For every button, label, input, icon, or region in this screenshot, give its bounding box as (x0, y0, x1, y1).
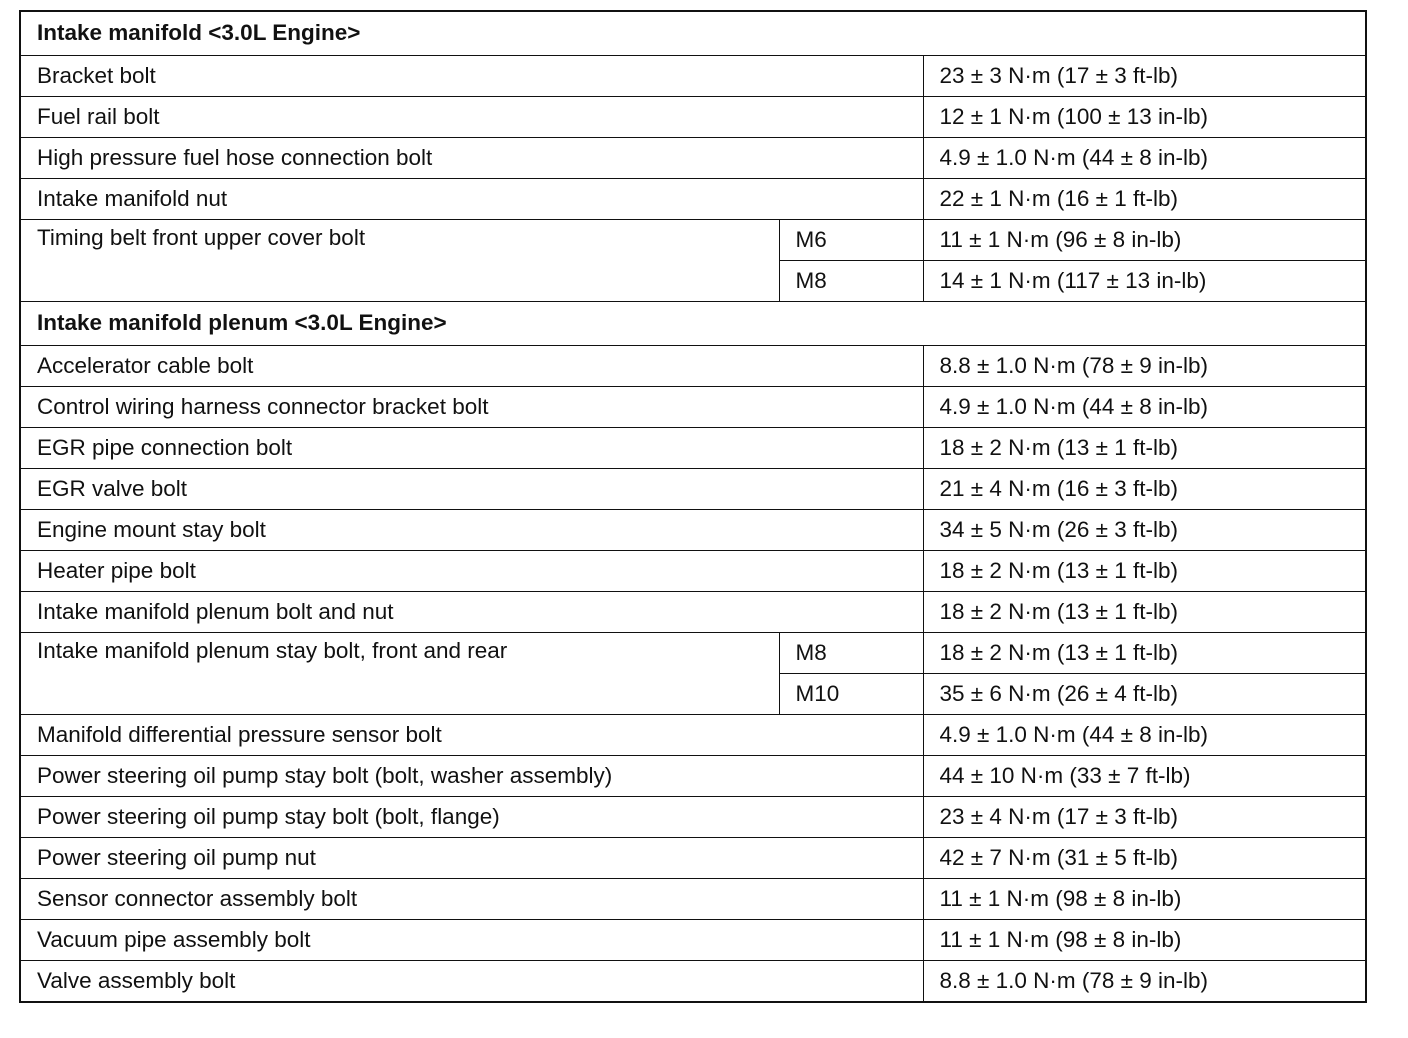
item-cell: Fuel rail bolt (20, 97, 923, 138)
size-cell: M8 (779, 633, 923, 674)
torque-cell: 18 ± 2 N·m (13 ± 1 ft-lb) (923, 633, 1366, 674)
table-row (20, 179, 1366, 220)
item-cell: Intake manifold nut (20, 179, 923, 220)
table-row (20, 592, 1366, 633)
table-row (20, 961, 1366, 1003)
section-header-row (20, 302, 1366, 346)
item-cell: Accelerator cable bolt (20, 346, 923, 387)
table-row (20, 97, 1366, 138)
torque-cell: 4.9 ± 1.0 N·m (44 ± 8 in-lb) (923, 138, 1366, 179)
size-cell: M8 (779, 261, 923, 302)
item-cell: Control wiring harness connector bracket bolt (20, 387, 923, 428)
torque-cell: 4.9 ± 1.0 N·m (44 ± 8 in-lb) (923, 715, 1366, 756)
torque-spec-body (20, 11, 1366, 1002)
item-cell: Valve assembly bolt (20, 961, 923, 1003)
torque-cell: 8.8 ± 1.0 N·m (78 ± 9 in-lb) (923, 346, 1366, 387)
torque-cell: 35 ± 6 N·m (26 ± 4 ft-lb) (923, 674, 1366, 715)
torque-cell: 14 ± 1 N·m (117 ± 13 in-lb) (923, 261, 1366, 302)
table-row (20, 715, 1366, 756)
torque-cell: 12 ± 1 N·m (100 ± 13 in-lb) (923, 97, 1366, 138)
item-cell: EGR valve bolt (20, 469, 923, 510)
table-row (20, 756, 1366, 797)
torque-cell: 34 ± 5 N·m (26 ± 3 ft-lb) (923, 510, 1366, 551)
table-row (20, 346, 1366, 387)
item-cell: Vacuum pipe assembly bolt (20, 920, 923, 961)
item-cell: Intake manifold plenum stay bolt, front and rear (20, 633, 779, 715)
table-row (20, 220, 1366, 261)
torque-cell: 4.9 ± 1.0 N·m (44 ± 8 in-lb) (923, 387, 1366, 428)
item-cell: Heater pipe bolt (20, 551, 923, 592)
item-cell: EGR pipe connection bolt (20, 428, 923, 469)
item-cell: Manifold differential pressure sensor bolt (20, 715, 923, 756)
torque-cell: 18 ± 2 N·m (13 ± 1 ft-lb) (923, 592, 1366, 633)
table-row (20, 56, 1366, 97)
size-cell: M6 (779, 220, 923, 261)
torque-spec-table (19, 10, 1367, 1003)
table-row (20, 510, 1366, 551)
torque-cell: 42 ± 7 N·m (31 ± 5 ft-lb) (923, 838, 1366, 879)
section-title: Intake manifold plenum <3.0L Engine> (20, 302, 1366, 346)
torque-cell: 22 ± 1 N·m (16 ± 1 ft-lb) (923, 179, 1366, 220)
table-row (20, 469, 1366, 510)
torque-cell: 44 ± 10 N·m (33 ± 7 ft-lb) (923, 756, 1366, 797)
section-header-row (20, 11, 1366, 56)
item-cell: Bracket bolt (20, 56, 923, 97)
torque-cell: 11 ± 1 N·m (96 ± 8 in-lb) (923, 220, 1366, 261)
item-cell: Timing belt front upper cover bolt (20, 220, 779, 302)
table-row (20, 920, 1366, 961)
table-row (20, 633, 1366, 674)
torque-cell: 11 ± 1 N·m (98 ± 8 in-lb) (923, 920, 1366, 961)
table-row (20, 428, 1366, 469)
table-row (20, 797, 1366, 838)
table-row (20, 838, 1366, 879)
item-cell: Power steering oil pump stay bolt (bolt, washer assembly) (20, 756, 923, 797)
item-cell: Power steering oil pump nut (20, 838, 923, 879)
torque-cell: 23 ± 4 N·m (17 ± 3 ft-lb) (923, 797, 1366, 838)
table-row (20, 879, 1366, 920)
table-row (20, 551, 1366, 592)
size-cell: M10 (779, 674, 923, 715)
item-cell: Engine mount stay bolt (20, 510, 923, 551)
item-cell: Intake manifold plenum bolt and nut (20, 592, 923, 633)
item-cell: High pressure fuel hose connection bolt (20, 138, 923, 179)
torque-cell: 23 ± 3 N·m (17 ± 3 ft-lb) (923, 56, 1366, 97)
torque-cell: 8.8 ± 1.0 N·m (78 ± 9 in-lb) (923, 961, 1366, 1003)
torque-cell: 21 ± 4 N·m (16 ± 3 ft-lb) (923, 469, 1366, 510)
table-row (20, 138, 1366, 179)
item-cell: Sensor connector assembly bolt (20, 879, 923, 920)
torque-cell: 11 ± 1 N·m (98 ± 8 in-lb) (923, 879, 1366, 920)
section-title: Intake manifold <3.0L Engine> (20, 11, 1366, 56)
torque-cell: 18 ± 2 N·m (13 ± 1 ft-lb) (923, 428, 1366, 469)
item-cell: Power steering oil pump stay bolt (bolt, flange) (20, 797, 923, 838)
table-row (20, 387, 1366, 428)
torque-cell: 18 ± 2 N·m (13 ± 1 ft-lb) (923, 551, 1366, 592)
